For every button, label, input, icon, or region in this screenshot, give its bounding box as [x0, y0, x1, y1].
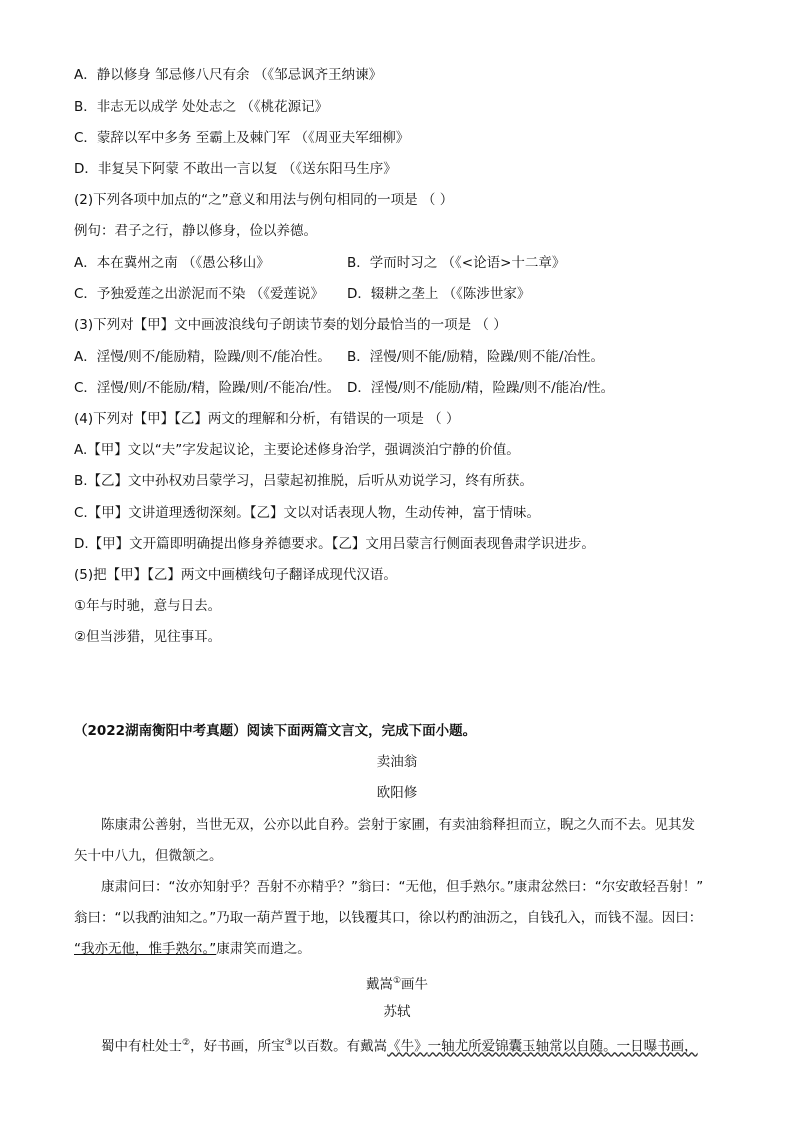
q2-option-d: D．辍耕之垄上 （《陈涉世家》 — [347, 286, 531, 302]
underlined-sentence: “我亦无他，惟手熟尔。” — [74, 941, 217, 957]
q5-item-1: ①年与时驰，意与日去。 — [74, 598, 222, 614]
q2-option-b: B．学而时习之 （《<论语>十二章》 — [347, 255, 566, 271]
wavy-underlined-sentence: 一轴尤所爱锦囊玉轴常以自随。一日曝书画， — [427, 1038, 698, 1055]
footnote-mark-3: ③ — [284, 1038, 293, 1048]
footnote-mark-1: ① — [392, 976, 402, 986]
q4-option-a: A.【甲】文以“夫”字发起议论，主要论述修身治学，强调淡泊宁静的价值。 — [74, 442, 520, 458]
q3-option-c: C．淫慢/则/不能励/精，险躁/则/不能冶/性。 — [74, 380, 341, 396]
footnote-mark-2: ② — [182, 1038, 191, 1048]
q1-option-a: A．静以修身 邹忌修八尺有余 （《邹忌讽齐王纳谏》 — [74, 67, 383, 83]
p3-part-a: 蜀中有杜处士 — [101, 1038, 182, 1055]
sentence-rest: 康肃笑而遣之。 — [216, 941, 311, 957]
passage-2-para-1-line-1 — [101, 1033, 698, 1057]
q1-option-d: D．非复吴下阿蒙 不敢出一言以复 （《送东阳马生序》 — [74, 161, 397, 177]
q4-option-b: B.【乙】文中孙权劝吕蒙学习，吕蒙起初推脱，后听从劝说学习，终有所获。 — [74, 473, 534, 489]
q2-option-a: A．本在冀州之南 （《愚公移山》 — [74, 255, 270, 271]
q1-option-b: B．非志无以成学 处处志之 （《桃花源记》 — [74, 99, 329, 115]
passage-1-para-1-line-2: 矢十中八九，但微颔之。 — [74, 848, 223, 864]
q3-stem: (3)下列对【甲】文中画波浪线句子朗读节奏的划分最恰当的一项是 （ ） — [74, 317, 507, 333]
q3-option-a: A．淫慢/则不/能励精，险躁/则不/能冶性。 — [74, 349, 331, 365]
title-2-part-b: 画牛 — [401, 976, 429, 993]
section-intro: （2022湖南衡阳中考真题）阅读下面两篇文言文，完成下面小题。 — [74, 723, 477, 739]
passage-author-2: 苏轼 — [383, 1004, 411, 1020]
passage-1-para-2-line-1: 康肃问曰：“汝亦知射乎？吾射不亦精乎？”翁曰：“无他，但手熟尔。”康肃忿然曰：“尔安敢轻吾射！” — [101, 879, 704, 895]
passage-author-1: 欧阳修 — [376, 785, 418, 801]
q4-stem: (4)下列对【甲】【乙】两文的理解和分析，有错误的一项是 （ ） — [74, 411, 460, 427]
q1-option-c: C．蒙辞以军中多务 至霸上及棘门军 （《周亚夫军细柳》 — [74, 130, 410, 146]
q2-stem: (2)下列各项中加点的“之”意义和用法与例句相同的一项是 （ ） — [74, 192, 454, 208]
q5-stem: (5)把【甲】【乙】两文中画横线句子翻译成现代汉语。 — [74, 567, 397, 583]
passage-1-para-2-line-3 — [74, 939, 311, 959]
q4-option-d: D.【甲】文开篇即明确提出修身养德要求。【乙】文用吕蒙言行侧面表现鲁肃学识进步。 — [74, 536, 595, 552]
q2-example: 例句：君子之行，静以修身，俭以养德。 — [74, 223, 317, 239]
q3-option-b: B．淫慢/则不能/励精，险躁/则不能/冶性。 — [347, 349, 604, 365]
passage-1-para-1-line-1: 陈康肃公善射，当世无双，公亦以此自矜。尝射于家圃，有卖油翁释担而立，睨之久而不去。见其发 — [101, 817, 695, 833]
title-2-part-a: 戴嵩 — [365, 976, 393, 993]
q3-option-d: D．淫慢/则不/能励/精，险躁/则不/能冶/性。 — [347, 380, 615, 396]
passage-1-para-2-line-2: 翁曰：“以我酌油知之。”乃取一葫芦置于地，以钱覆其口，徐以杓酌油沥之，自钱孔入，而钱不湿。因曰： — [74, 910, 703, 926]
q4-option-c: C.【甲】文讲道理透彻深刻。【乙】文以对话表现人物，生动传神，富于情味。 — [74, 505, 540, 521]
passage-title-1: 卖油翁 — [376, 754, 418, 770]
q5-item-2: ②但当涉猎，见往事耳。 — [74, 629, 222, 645]
p3-part-d: 《牛》 — [387, 1038, 428, 1055]
p3-part-b: ，好书画，所宝 — [190, 1038, 285, 1055]
q2-option-c: C．予独爱莲之出淤泥而不染 （《爱莲说》 — [74, 286, 324, 302]
passage-title-2 — [0, 971, 794, 995]
p3-part-c: 以百数。有戴嵩 — [292, 1038, 388, 1055]
